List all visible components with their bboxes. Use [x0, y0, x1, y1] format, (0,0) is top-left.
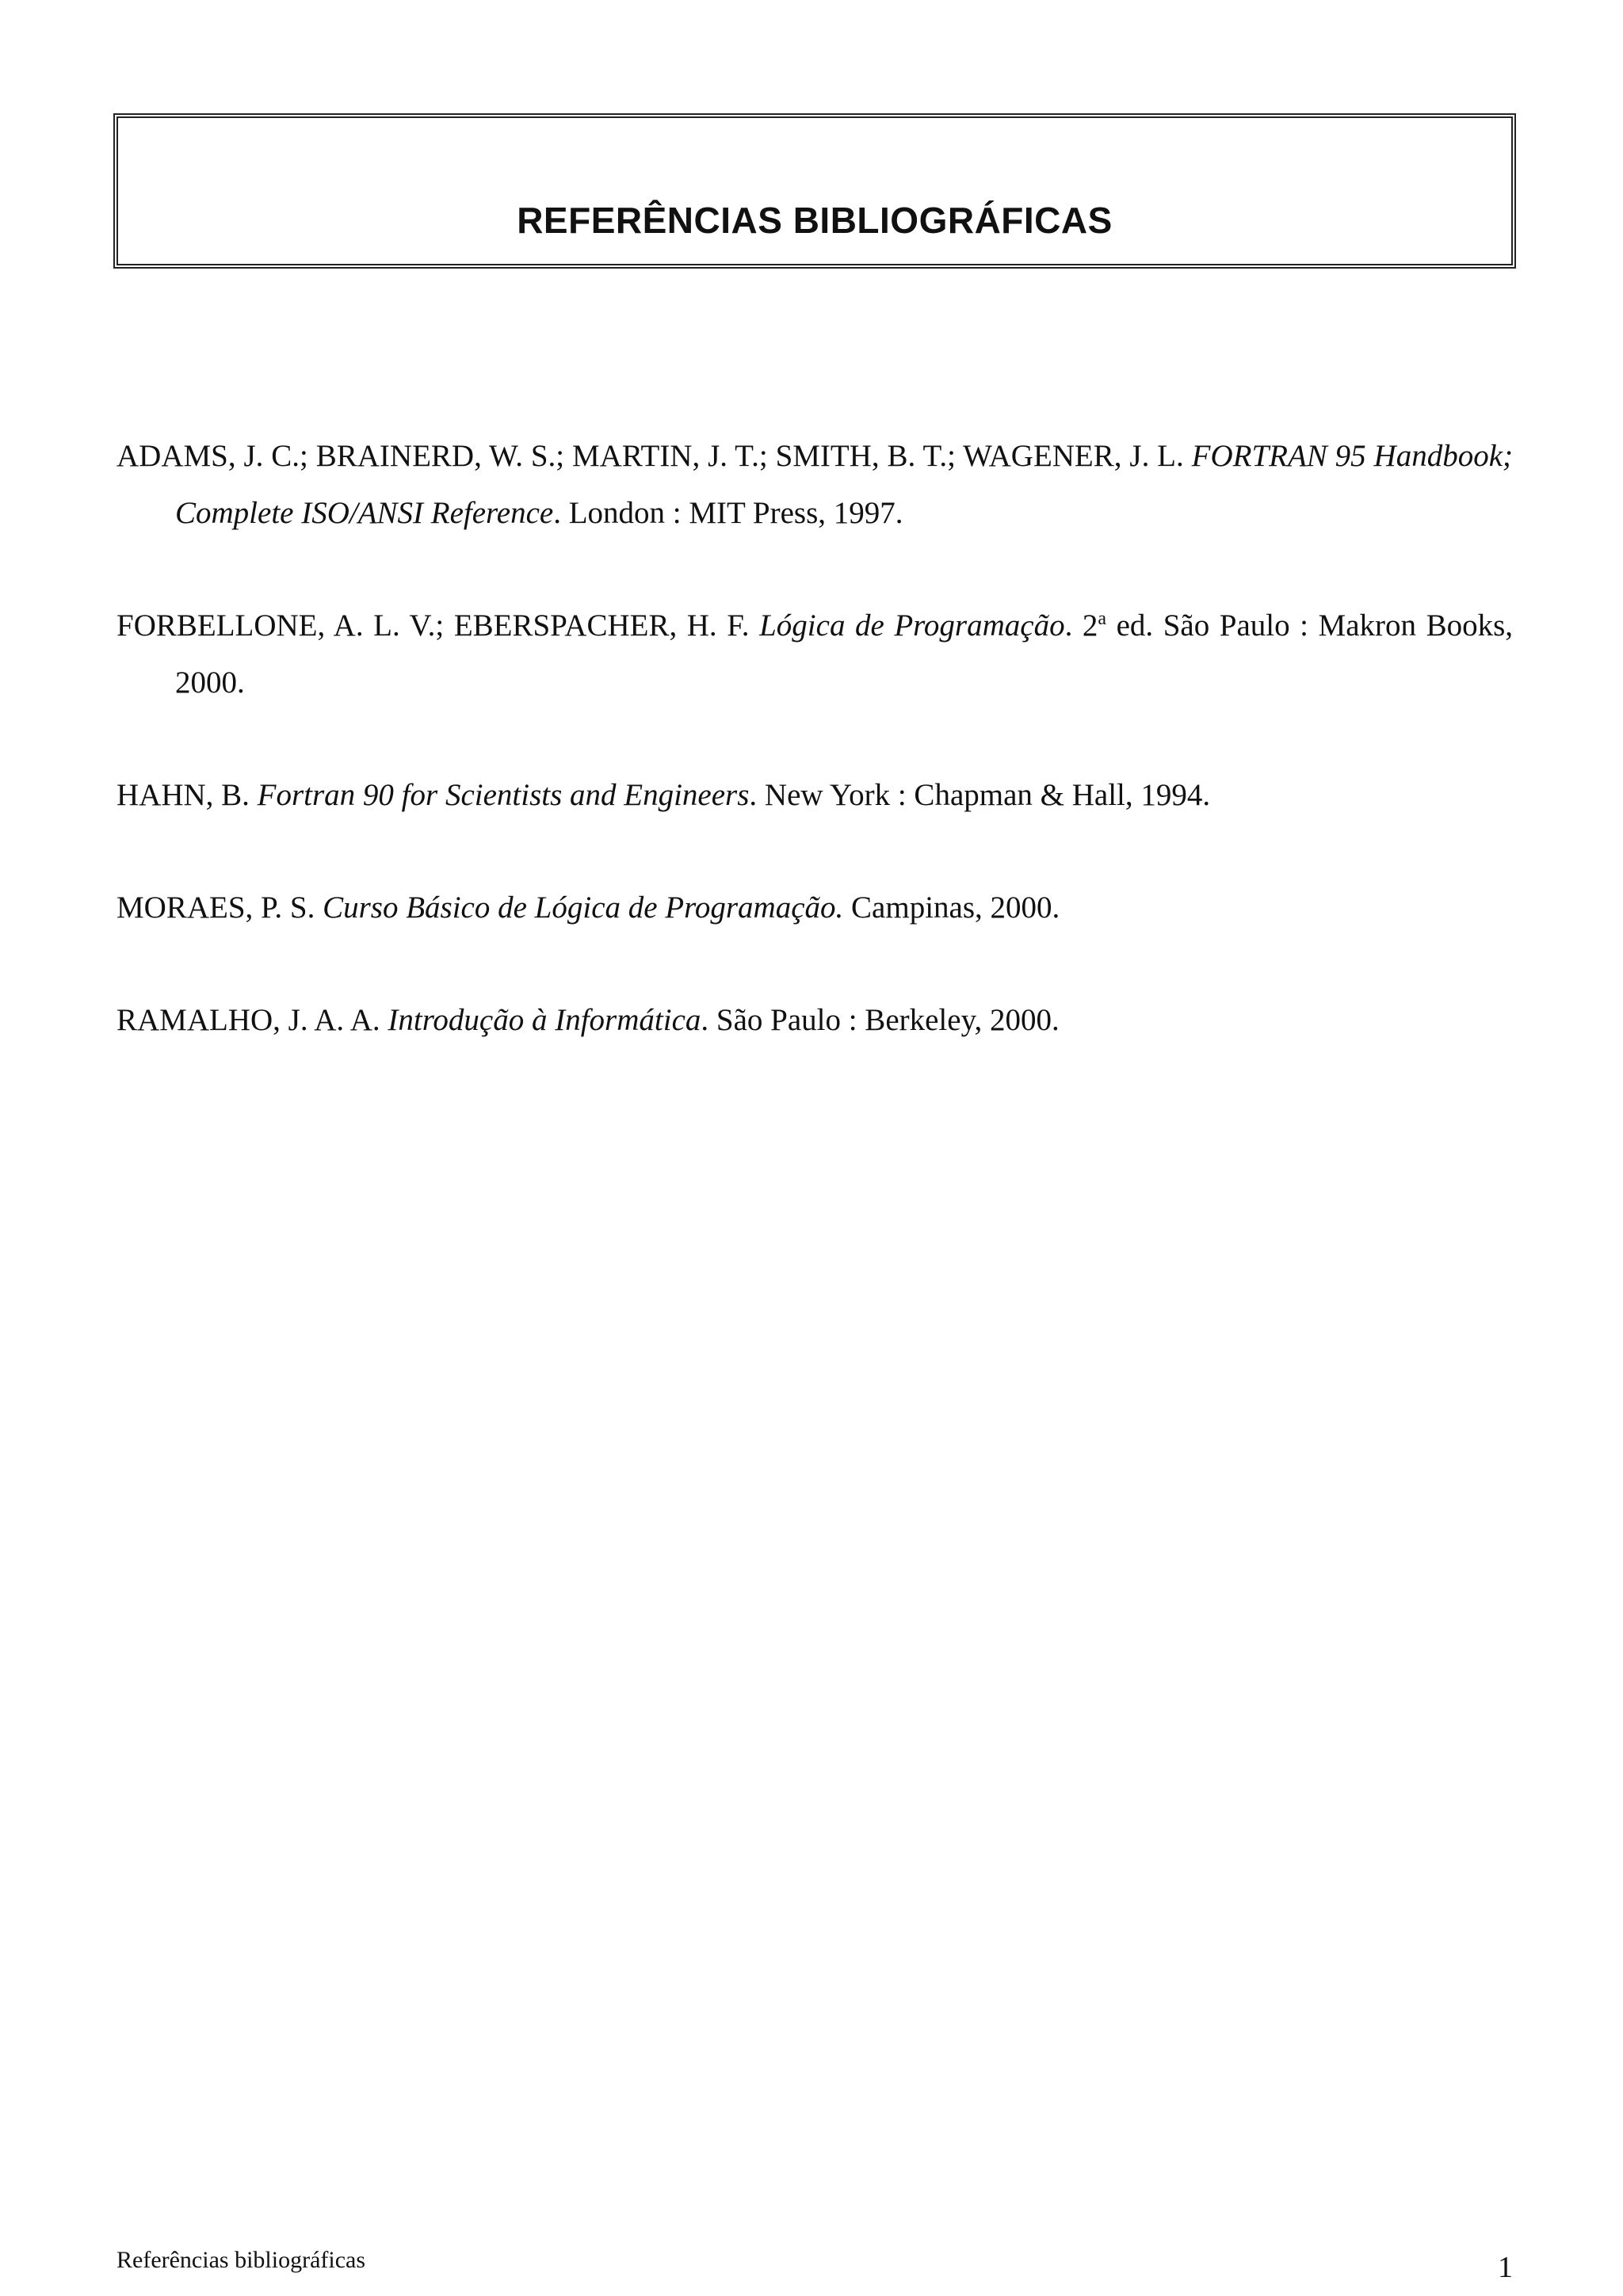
reference-title: Introdução à Informática	[388, 1003, 701, 1037]
reference-authors: FORBELLONE, A. L. V.; EBERSPACHER, H. F.	[116, 608, 760, 643]
reference-authors: RAMALHO, J. A. A.	[116, 1003, 388, 1037]
reference-authors: MORAES, P. S.	[116, 891, 323, 925]
reference-title: FORTRAN 95 Handbook; Complete ISO/ANSI Reference	[175, 439, 1513, 530]
reference-publication: ed. São Paulo : Makron Books, 2000.	[175, 608, 1514, 700]
page-footer	[116, 2247, 1513, 2286]
reference-title: Lógica de Programação	[759, 608, 1065, 643]
reference-publication: . New York : Chapman & Hall, 1994.	[749, 778, 1211, 812]
reference-publication: . São Paulo : Berkeley, 2000.	[701, 1003, 1060, 1037]
page-title: REFERÊNCIAS BIBLIOGRÁFICAS	[517, 200, 1113, 241]
reference-item	[116, 992, 1513, 1049]
reference-title: Fortran 90 for Scientists and Engineers	[257, 778, 750, 812]
reference-item	[116, 767, 1513, 824]
reference-title: Curso Básico de Lógica de Programação.	[323, 891, 844, 925]
reference-edition-ordinal: a	[1098, 608, 1107, 629]
reference-publication: . London : MIT Press, 1997.	[553, 496, 903, 530]
reference-list	[116, 428, 1513, 1104]
reference-item	[116, 597, 1513, 711]
reference-item	[116, 879, 1513, 936]
reference-publication: Campinas, 2000.	[843, 891, 1060, 925]
reference-authors: HAHN, B.	[116, 778, 258, 812]
title-box	[116, 116, 1513, 265]
page-number: 1	[1498, 2251, 1513, 2284]
reference-authors: ADAMS, J. C.; BRAINERD, W. S.; MARTIN, J. T.; SMITH, B. T.; WAGENER, J. L.	[116, 439, 1192, 473]
reference-edition: . 2	[1064, 608, 1098, 643]
reference-item	[116, 428, 1513, 542]
footer-label: Referências bibliográficas	[116, 2247, 366, 2273]
